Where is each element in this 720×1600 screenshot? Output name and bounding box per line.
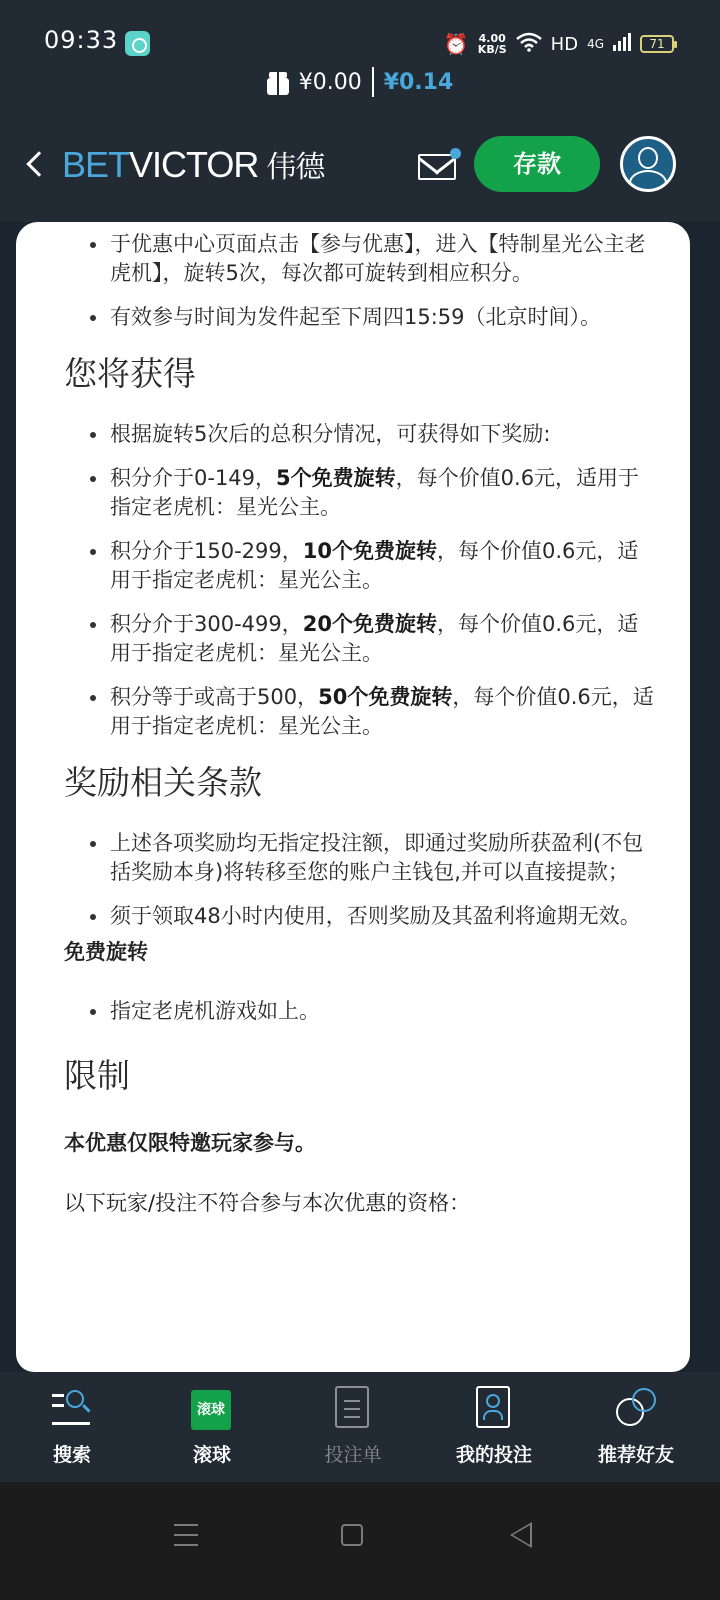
cash-balance: ¥0.00 (298, 69, 362, 95)
home-icon[interactable] (341, 1524, 363, 1546)
terms-list (16, 829, 690, 931)
promo-terms-scroll (16, 230, 690, 1218)
brand-logo[interactable]: BETVICTOR 伟德 (62, 144, 325, 185)
app-notification-icon (125, 31, 150, 56)
list-item: 有效参与时间为发件起至下周四15:59（北京时间）。 (110, 303, 654, 332)
rewards-list (16, 420, 690, 741)
recent-apps-icon[interactable] (174, 1524, 198, 1554)
system-navigation-bar (0, 1482, 720, 1600)
nav-label: 投注单 (324, 1444, 382, 1466)
list-item: 于优惠中心页面点击【参与优惠】，进入【特制星光公主老虎机】，旋转5次，每次都可旋转到相应积分。 (110, 230, 654, 288)
my-bets-icon (476, 1386, 510, 1428)
free-spins-list (16, 997, 690, 1026)
status-indicators (444, 28, 674, 60)
nav-live[interactable] (140, 1372, 284, 1482)
section-title-terms: 奖励相关条款 (64, 763, 262, 802)
app-header (0, 62, 720, 222)
live-icon: 滚球 (191, 1390, 231, 1430)
limits-ineligible: 以下玩家/投注不符合参与本次优惠的资格： (64, 1191, 471, 1215)
bonus-balance: ¥0.14 (383, 69, 454, 95)
nav-label: 搜索 (52, 1444, 91, 1466)
intro-list (16, 230, 690, 332)
account-avatar-icon[interactable] (620, 136, 676, 192)
list-item: 积分介于150-299，10个免费旋转，每个价值0.6元，适用于指定老虎机：星光公主。 (110, 537, 654, 595)
deposit-button[interactable]: 存款 (474, 136, 600, 192)
alarm-icon: ⏰ (443, 32, 469, 56)
back-chevron-icon[interactable] (26, 151, 51, 176)
list-item: 积分介于300-499，20个免费旋转，每个价值0.6元，适用于指定老虎机：星光公主。 (110, 610, 654, 668)
mail-icon[interactable] (418, 154, 456, 180)
network-type: HD (550, 33, 579, 55)
nav-betslip[interactable] (281, 1372, 425, 1482)
status-time: 09:33 (44, 26, 119, 54)
nav-search[interactable] (0, 1372, 144, 1482)
list-item: 积分等于或高于500，50个免费旋转，每个价值0.6元，适用于指定老虎机：星光公主。 (110, 683, 654, 741)
free-spins-subhead: 免费旋转 (64, 940, 148, 964)
list-item: 指定老虎机游戏如上。 (110, 997, 654, 1026)
limits-invite-only: 本优惠仅限特邀玩家参与。 (64, 1131, 316, 1155)
nav-label: 滚球 (192, 1444, 231, 1466)
back-icon[interactable] (510, 1522, 532, 1548)
status-bar (0, 0, 720, 62)
bottom-navigation (0, 1372, 720, 1482)
network-speed: 4.00 KB/S (477, 32, 507, 56)
list-item: 上述各项奖励均无指定投注额，即通过奖励所获盈利(不包括奖励本身)将转移至您的账户主钱包,并可以直接提款； (110, 829, 654, 887)
betslip-icon (335, 1386, 369, 1428)
nav-refer-friend[interactable] (564, 1372, 708, 1482)
section-title-limits: 限制 (64, 1056, 130, 1095)
nav-my-bets[interactable] (422, 1372, 566, 1482)
battery-icon: 71 (640, 35, 674, 53)
signal-icon (613, 33, 631, 56)
balance-bar[interactable] (0, 62, 720, 102)
search-icon (52, 1388, 92, 1428)
promo-terms-card[interactable] (16, 222, 690, 1372)
nav-label: 我的投注 (455, 1444, 532, 1466)
gift-icon (267, 69, 289, 95)
list-item: 根据旋转5次后的总积分情况，可获得如下奖励: (110, 420, 654, 449)
signal-label: 4G (587, 37, 604, 51)
nav-label: 推荐好友 (597, 1444, 674, 1466)
unread-dot (450, 148, 461, 159)
section-title-rewards: 您将获得 (64, 354, 196, 393)
list-item: 积分介于0-149，5个免费旋转，每个价值0.6元，适用于指定老虎机：星光公主。 (110, 464, 654, 522)
list-item: 须于领取48小时内使用，否则奖励及其盈利将逾期无效。 (110, 902, 654, 931)
balance-divider (372, 67, 374, 97)
refer-friend-icon (616, 1388, 656, 1428)
wifi-icon (516, 32, 542, 57)
